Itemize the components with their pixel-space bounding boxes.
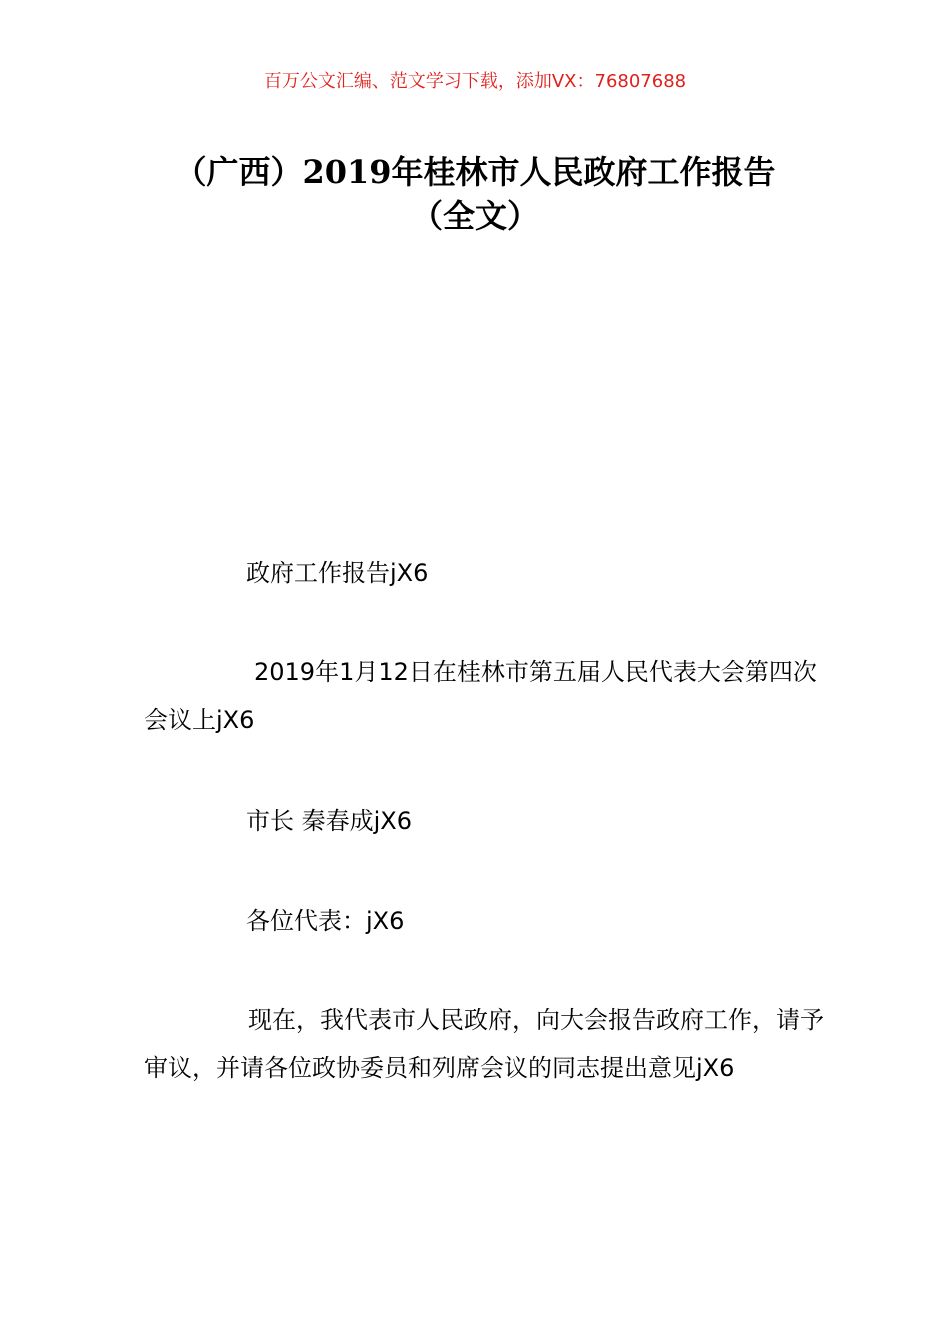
body-paragraph-heading <box>144 549 834 597</box>
body-paragraph: 现在，我代表市人民政府，向大会报告政府工作，请予审议，并请各位政协委员和列席会议的同志提出意见jX6 <box>144 1006 824 1082</box>
body-paragraph: 2019年1月12日在桂林市第五届人民代表大会第四次会议上jX6 <box>144 658 817 734</box>
document-title-line-2: （全文） <box>410 197 539 235</box>
header-watermark-note: 百万公文汇编、范文学习下载，添加VX：76807688 <box>263 71 687 92</box>
body-paragraph-speaker <box>144 797 834 845</box>
body-paragraph-meeting-info <box>144 648 834 744</box>
document-title-line-1: （广西）2019年桂林市人民政府工作报告 <box>174 153 776 191</box>
body-paragraph-greeting <box>144 897 834 945</box>
document-title <box>120 150 830 238</box>
body-paragraph: 市长 秦春成jX6 <box>246 807 413 835</box>
body-paragraph: 政府工作报告jX6 <box>246 559 429 587</box>
body-paragraph: 各位代表：jX6 <box>246 907 405 935</box>
body-paragraph-opening <box>144 996 834 1092</box>
